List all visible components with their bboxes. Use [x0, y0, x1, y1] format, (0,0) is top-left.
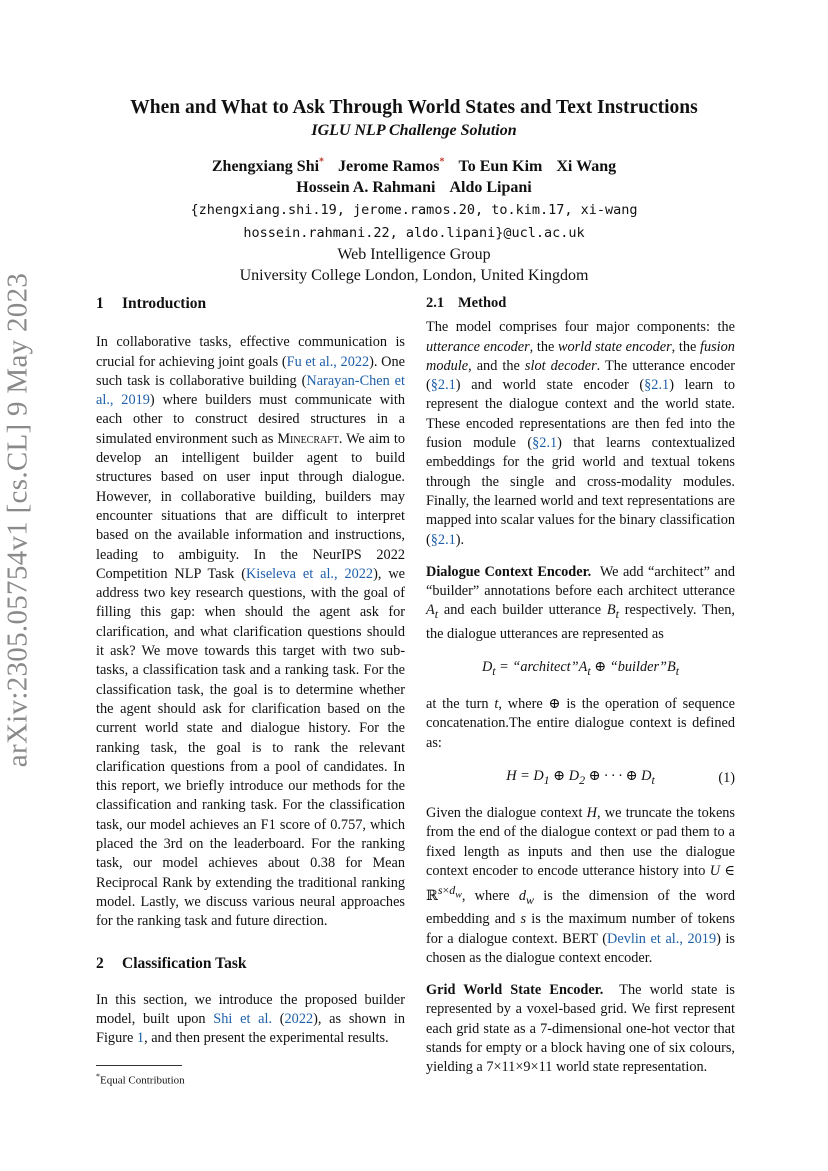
author: Xi Wang [556, 158, 617, 176]
author-emails-2: hossein.rahmani.22, aldo.lipani}@ucl.ac.uk [243, 225, 585, 242]
grid-world-state-encoder-paragraph: Grid World State Encoder. The world state is represented by a voxel-based grid. We first represent each grid state as a 7-dimensional one-hot vector that stands for empty or a block having one of six colours, yielding a 7×11×9×11 world state representation. [426, 982, 735, 1076]
citation-link[interactable]: Narayan-Chen et al., 2019 [96, 372, 405, 409]
author: Hossein A. Rahmani [296, 179, 436, 197]
affiliation-group: Web Intelligence Group [337, 246, 491, 264]
author: Aldo Lipani [449, 179, 532, 197]
author-line-1 [0, 152, 828, 177]
citation-link[interactable]: Shi et al. [213, 1011, 273, 1028]
introduction-paragraph: In collaborative tasks, effective communication is crucial for achieving joint goals (Fu et al., 2022). One such task is collaborative building (Narayan-Chen et al., 2019) where builders must communicate with each other to construct desired structures in a simulated environment such as Minecraft. We aim to develop an intelligent builder agent to build structures based on user input through dialogue. However, in collaborative building, builders may encounter situations that are difficult to interpret based on the available information and instructions, leading to ambiguity. In the NeurIPS 2022 Competition NLP Task (Kiseleva et al., 2022), we address two key research questions, with the goal of filling this gap: when should the agent ask for clarification, and what clarification questions should it ask? We move towards this target with two sub-tasks, a classification task and a ranking task. For the classification task, the goal is to determine whether the agent should ask for clarification based on the current world state and dialogue history. For the ranking task, the goal is to rank the relevant clarification questions from a pool of candidates. In this report, we briefly introduce our methods for the classification and ranking task. For the classification task, our model achieves an F1 score of 0.757, which placed the 3rd on the leaderboard. For the ranking task, our model achieves about 0.38 for Mean Reciprocal Rank by extending the traditional ranking model. Lastly, we discuss various neural approaches for the ranking task and future direction. [96, 334, 405, 930]
footnote: *Equal Contribution [96, 1071, 185, 1087]
author: To Eun Kim [458, 158, 543, 176]
after-equation-text: at the turn t, where ⊕ is the operation of sequence concatenation.The entire dialogue context is defined as: [426, 696, 735, 751]
author-line-2 [0, 177, 828, 198]
figure-link[interactable]: 1 [136, 1030, 145, 1047]
left-column [96, 294, 405, 1087]
affiliation-university: University College London, London, United Kingdom [239, 267, 589, 285]
paper-subtitle: IGLU NLP Challenge Solution [311, 122, 517, 139]
method-paragraph: The model comprises four major components: the utterance encoder, the world state encoder, the fusion module, and the slot decoder. The utterance encoder (§2.1) and world state encoder (§2.1) learn to represent the dialogue context and the world state. These encoded representations are then fed into the fusion module (§2.1) that learns contextualized embeddings for the grid world and textual tokens through the single and cross-modality modules. Finally, the learned world and text representations are mapped into scalar values for the binary classification (§2.1). [426, 319, 735, 548]
paper-title: When and What to Ask Through World States and Text Instructions [130, 97, 698, 118]
run-in-heading: Grid World State Encoder. [426, 982, 604, 999]
equation-1: $H = D_1$ ⊕ $D_2$ ⊕ · · · ⊕ $D_t$ (1) [506, 767, 735, 787]
dialogue-context-encoder-paragraph: Dialogue Context Encoder. We add “architect” and “builder” annotations before each architect utterance $A_t$ and each builder utterance $B_t$ respectively. Then, the dialogue utterances are represented as [426, 563, 735, 642]
paper-header [0, 96, 828, 286]
section-heading-introduction: 1 Introduction [96, 295, 207, 312]
citation-link[interactable]: 2022 [284, 1011, 314, 1028]
footnote-rule [96, 1065, 182, 1066]
section-heading-classification: 2 Classification Task [96, 954, 247, 972]
citation-link[interactable]: Kiseleva et al., 2022 [245, 565, 374, 582]
classification-paragraph: In this section, we introduce the proposed builder model, built upon Shi et al. (2022), as shown in Figure 1, and then present the experimental results. [96, 991, 405, 1047]
author: Zhengxiang Shi* [211, 157, 325, 176]
dialogue-context-paragraph: Given the dialogue context H, we truncate the tokens from the end of the dialogue context or pad them to a fixed length as inputs and then use the dialogue context encoder to encode utterance history into U ∈ ℝ$^{s\times d_w}$, where $d_w$ is the dimension of the word embedding and s is the maximum number of tokens for a dialogue context. BERT (Devlin et al., 2019) is chosen as the dialogue context encoder. [426, 805, 735, 966]
equation-dt: $D_t$ = “$architect”A_t$ ⊕ “$builder”B_t$ [481, 658, 680, 678]
right-column [426, 294, 735, 1078]
run-in-heading: Dialogue Context Encoder. [426, 563, 592, 580]
author: Jerome Ramos* [338, 157, 445, 176]
citation-link[interactable]: Fu et al., 2022 [286, 353, 370, 370]
subsection-heading-method: 2.1 Method [426, 295, 507, 311]
author-emails-1: {zhengxiang.shi.19, jerome.ramos.20, to.kim.17, xi-wang [190, 202, 638, 219]
